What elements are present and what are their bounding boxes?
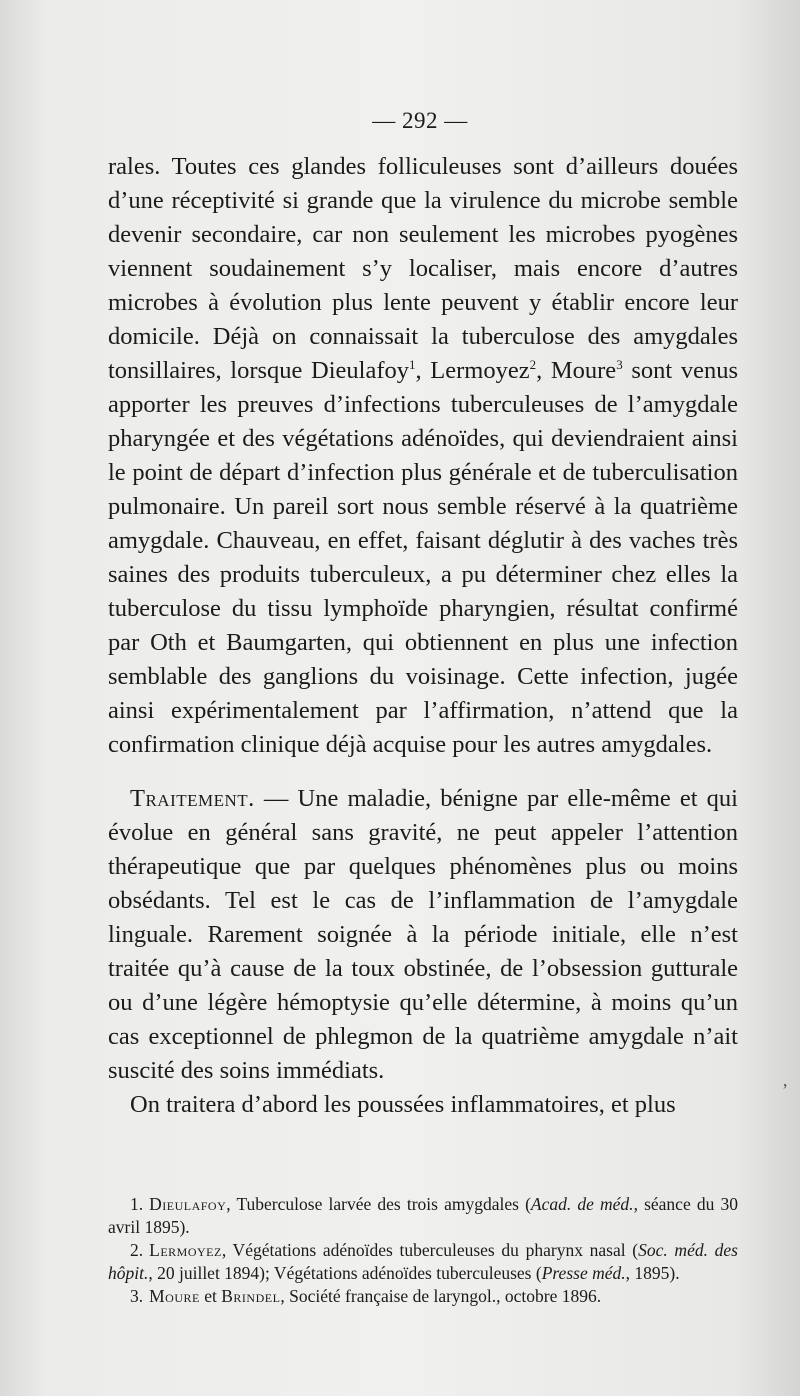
paragraph-text: , Moure (536, 357, 617, 384)
paragraph (108, 150, 738, 762)
paragraph-text: , Lermoyez (415, 357, 530, 384)
footnote-text: , séance du 30 avril 1895). (108, 1194, 738, 1237)
footnote-author: Dieulafoy (149, 1194, 227, 1214)
footnote-number: 1. (130, 1194, 144, 1214)
footnote-source: Soc. méd. des hôpit. (108, 1240, 738, 1283)
footnote-ref: 1 (409, 357, 416, 372)
footnote-number: 2. (130, 1240, 144, 1260)
footnote-ref: 3 (616, 357, 623, 372)
footnote-text: et (199, 1286, 222, 1306)
paragraph-text: sont venus apporter les preuves d’infections tuberculeuses de l’amygdale pharyngée et des végétations adénoïdes, qui deviendraient ainsi le point de départ d’infection plus générale et de tuberculisation pulmonaire. Un pareil sort nous semble réservé à la quatrième amygdale. Chauveau, en effet, faisant déglutir à des vaches très saines des produits tuberculeux, a pu déterminer chez elles la tuberculose du tissu lymphoïde pharyngien, résultat confirmé par Oth et Baumgarten, qui obtiennent en plus une infection semblable des ganglions du voisinage. Cette infection, jugée ainsi expérimentalement par l’affirmation, n’attend que la confirmation clinique déjà acquise pour les autres amygdales. (108, 357, 738, 758)
paragraph (108, 1088, 738, 1122)
paragraph (108, 782, 738, 1088)
footnotes (108, 1193, 738, 1308)
section-heading: Traitement. (130, 785, 255, 812)
body-text (108, 150, 738, 1122)
page-number: — 292 — (372, 108, 468, 133)
paragraph-text: On traitera d’abord les poussées inflammatoires, et plus (130, 1091, 676, 1118)
footnote-text: , Tuberculose larvée des trois amygdales ( (226, 1194, 531, 1214)
paragraph-text: rales. Toutes ces glandes folliculeuses sont d’ailleurs douées d’une réceptivité si grande que la virulence du microbe semble devenir secondaire, car non seulement les microbes pyogènes viennent soudainement s’y localiser, mais encore d’autres microbes à évolution plus lente peuvent y établir encore leur domicile. Déjà on connaissait la tuberculose des amygdales tonsillaires, lorsque Dieulafoy (108, 153, 738, 384)
footnote-text: , 20 juillet 1894); Végétations adénoïdes tuberculeuses ( (148, 1263, 542, 1283)
footnote-text: , 1895). (625, 1263, 680, 1283)
footnote (108, 1285, 738, 1308)
footnote-text: , Société française de laryngol., octobre 1896. (280, 1286, 602, 1306)
footnote (108, 1193, 738, 1239)
footnote (108, 1239, 738, 1285)
footnote-source: Presse méd. (541, 1263, 626, 1283)
footnote-text: , Végétations adénoïdes tuberculeuses du pharynx nasal ( (221, 1240, 639, 1260)
footnote-author: Lermoyez (149, 1240, 222, 1260)
paragraph-text: — Une maladie, bénigne par elle-même et qui évolue en général sans gravité, ne peut appeler l’attention thérapeutique que par quelques phénomènes plus ou moins obsédants. Tel est le cas de l’inflammation de l’amygdale linguale. Rarement soignée à la période initiale, elle n’est traitée qu’à cause de la toux obstinée, de l’obsession gutturale ou d’une légère hémoptysie qu’elle détermine, à moins qu’un cas exceptionnel de phlegmon de la quatrième amygdale n’ait suscité des soins immédiats. (108, 785, 738, 1084)
footnote-number: 3. (130, 1286, 144, 1306)
footnote-source: Acad. de méd. (530, 1194, 634, 1214)
footnote-author: Moure (149, 1286, 200, 1306)
margin-mark: ’ (782, 1080, 788, 1100)
footnote-author: Brindel (221, 1286, 281, 1306)
footnote-ref: 2 (529, 357, 537, 372)
